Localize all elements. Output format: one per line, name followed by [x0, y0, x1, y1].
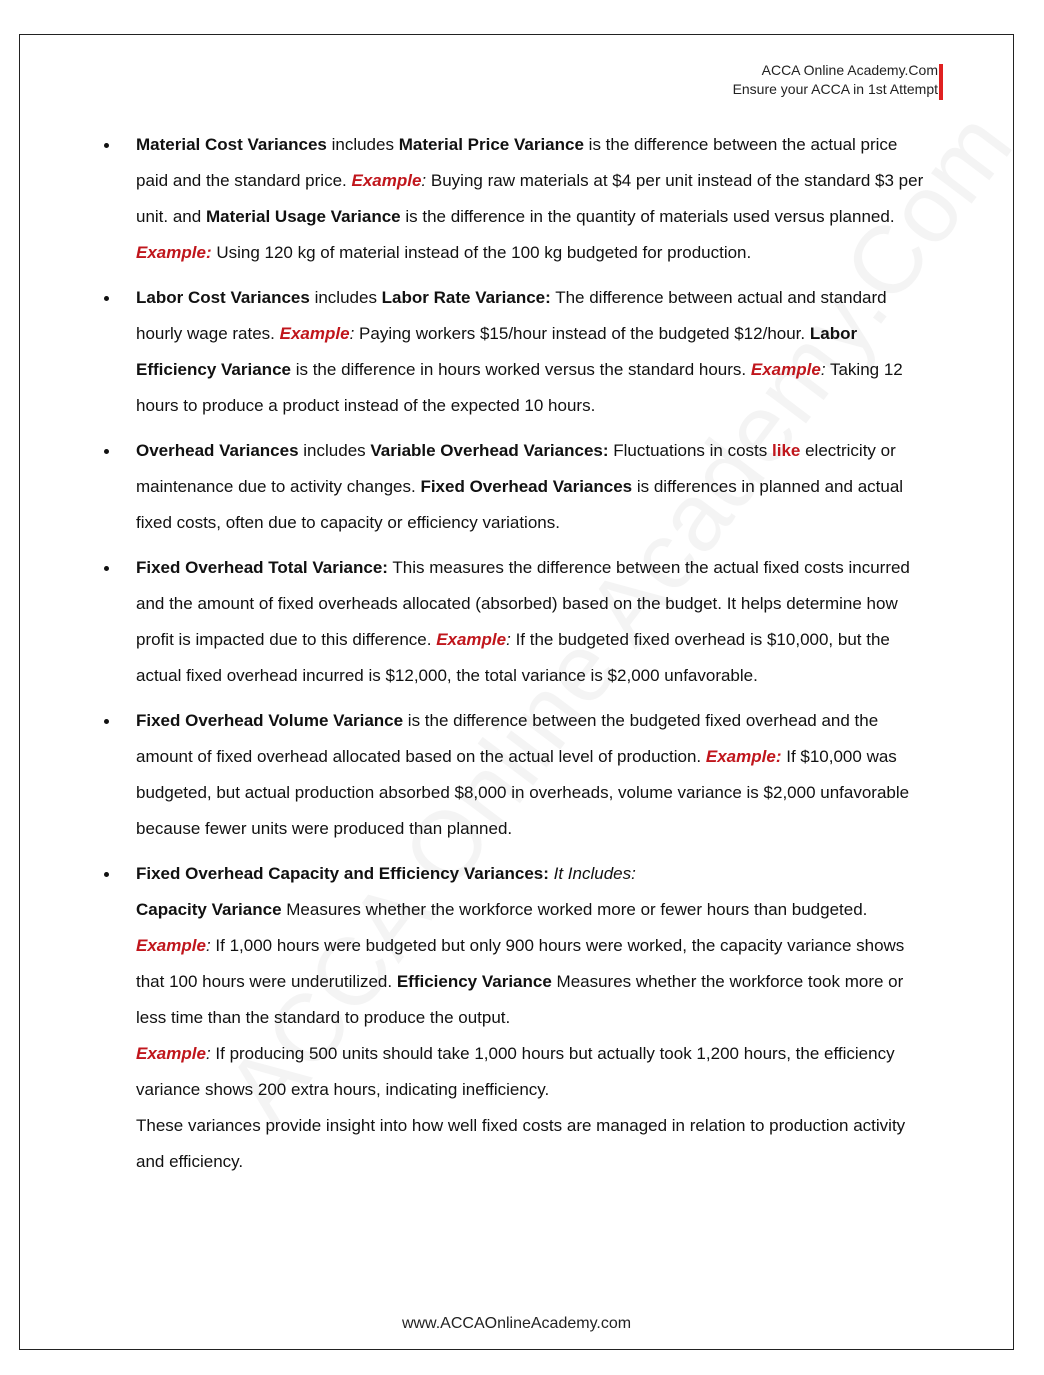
example-label: Example — [279, 324, 350, 343]
term: Labor Cost Variances — [136, 288, 310, 307]
term: Fixed Overhead Capacity and Efficiency Variances: — [136, 864, 549, 883]
term: Fixed Overhead Variances — [420, 477, 633, 496]
list-item-fixed-total: Fixed Overhead Total Variance: This measures the difference between the actual fixed costs incurred and the amount of fixed overheads allocated (absorbed) based on the budget. It helps determine how profit is impacted due to this difference. Example: If the budgeted fixed overhead is $10,000, but the actual fixed overhead incurred is $12,000, the total variance is $2,000 unfavorable. — [20, 550, 1014, 694]
footer-url: www.ACCAOnlineAcademy.com — [401, 1315, 632, 1332]
term: Material Cost Variances — [136, 135, 327, 154]
list-item-fixed-volume: Fixed Overhead Volume Variance is the difference between the budgeted fixed overhead and the amount of fixed overhead allocated based on the actual level of production. Example: If $10,000 was budgeted, but actual production absorbed $8,000 in overheads, volume variance is $2,000 unfavorable because fewer units were produced than planned. — [20, 703, 1014, 847]
term: Variable Overhead Variances: — [370, 441, 609, 460]
header-brand: ACCA Online Academy.Com — [761, 62, 938, 78]
list-item-labor: Labor Cost Variances includes Labor Rate Variance: The difference between actual and standard hourly wage rates. Example: Paying workers $15/hour instead of the budgeted $12/hour. Labor Efficiency Variance is the difference in hours worked versus the standard hours. Example: Taking 12 hours to produce a product instead of the expected 10 hours. — [20, 280, 1014, 424]
example-label: Example — [136, 243, 206, 262]
highlight-word: like — [772, 441, 801, 460]
example-label: Example — [136, 936, 206, 955]
term: Material Usage Variance — [205, 207, 401, 226]
document-page — [19, 34, 1014, 1350]
page-header — [733, 61, 938, 99]
term: Efficiency Variance — [396, 972, 552, 991]
example-label: Example — [750, 360, 821, 379]
content — [20, 127, 1014, 1189]
header-tagline: Ensure your ACCA in 1st Attempt — [732, 81, 938, 97]
term: Overhead Variances — [136, 441, 299, 460]
list-item-fixed-capacity: Fixed Overhead Capacity and Efficiency Variances: It Includes: Capacity Variance Measures whether the workforce worked more or fewer hours than budgeted. Example: If 1,000 hours were budgeted but only 900 hours were worked, the capacity variance shows that 100 hours were underutilized. Efficiency Variance Measures whether the workforce took more or less time than the standard to produce the output. Example: If producing 500 units should take 1,000 hours but actually took 1,200 hours, the efficiency variance shows 200 extra hours, indicating inefficiency. These variances provide insight into how well fixed costs are managed in relation to production activity and efficiency. — [20, 856, 1014, 1180]
list-item-overhead: Overhead Variances includes Variable Overhead Variances: Fluctuations in costs like electricity or maintenance due to activity changes. Fixed Overhead Variances is differences in planned and actual fixed costs, often due to capacity or efficiency variations. — [20, 433, 1014, 541]
term: Fixed Overhead Volume Variance — [136, 711, 404, 730]
header-accent-bar — [939, 64, 943, 100]
term: Labor Efficiency Variance — [136, 324, 858, 379]
variance-list — [20, 127, 1014, 1180]
example-label: Example — [351, 171, 422, 190]
term: Fixed Overhead Total Variance: — [136, 558, 388, 577]
term: Material Price Variance — [398, 135, 584, 154]
term: Capacity Variance — [136, 900, 282, 919]
example-label: Example — [705, 747, 776, 766]
example-label: Example — [436, 630, 507, 649]
summary-text: These variances provide insight into how well fixed costs are managed in relation to production activity and efficiency. — [136, 1116, 906, 1171]
list-item-material: Material Cost Variances includes Material Price Variance is the difference between the actual price paid and the standard price. Example: Buying raw materials at $4 per unit instead of the standard $3 per unit. and Material Usage Variance is the difference in the quantity of materials used versus planned. Example: Using 120 kg of material instead of the 100 kg budgeted for production. — [20, 127, 1014, 271]
example-label: Example — [136, 1044, 206, 1063]
term: Labor Rate Variance: — [381, 288, 551, 307]
